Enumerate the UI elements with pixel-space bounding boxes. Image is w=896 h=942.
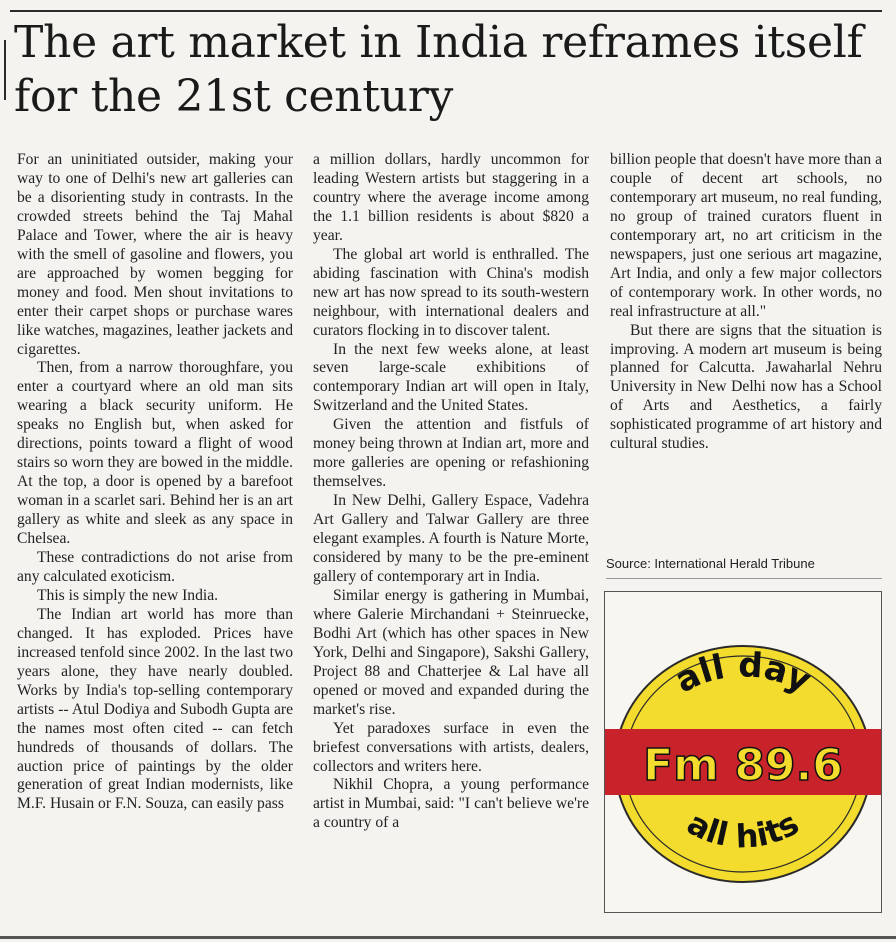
radio-logo — [605, 592, 881, 912]
column-1 — [17, 151, 293, 814]
logo-frequency: Fm 89.6 — [643, 740, 843, 791]
paragraph: Similar energy is gathering in Mumbai, where Galerie Mirchandani + Steinruecke, Bodhi Art (which has other spaces in New York, Delhi and Singapore), Sakshi Gallery, Project 88 and Chatterjee & Lal have all opened or moved and expanded during the market's rise. — [313, 586, 589, 718]
paragraph: This is simply the new India. — [37, 586, 219, 604]
paragraph: billion people that doesn't have more than a couple of decent art schools, no contemporary art museum, no real funding, no group of trained curators fluent in contemporary art, no art criticism in the newspapers, just one serious art magazine, Art India, and only a few major collectors of contemporary work. In other words, no real infrastructure at all." — [610, 151, 882, 320]
headline: The art market in India reframes itself for the 21st century — [14, 17, 863, 122]
radio-advertisement — [604, 591, 882, 913]
column-3 — [610, 151, 882, 454]
top-rule — [10, 10, 882, 12]
paragraph: These contradictions do not arise from any calculated exoticism. — [17, 549, 293, 585]
source-rule — [606, 578, 882, 579]
paragraph: a million dollars, hardly uncommon for leading Western artists but staggering in a country where the average income among the 1.1 billion residents is about $820 a year. — [313, 151, 589, 244]
paragraph: The global art world is enthralled. The abiding fascination with China's modish new art has now spread to its south-western neighbour, with international dealers and curators flocking in to discover talent. — [313, 245, 589, 339]
paragraph: The Indian art world has more than changed. It has exploded. Prices have increased tenfold since 2002. In the last two years alone, they have nearly doubled. Works by India's top-selling contemporary artists -- Atul Dodiya and Subodh Gupta are the names most often cited -- can fetch hundreds of thousands of dollars. The auction price of paintings by the older generation of great Indian modernists, like M.F. Husain or F.N. Souza, can easily pass — [17, 605, 293, 813]
logo-top-text: all day — [668, 645, 818, 702]
paragraph: Yet paradoxes surface in even the briefest conversations with artists, dealers, collectors and writers here. — [313, 719, 589, 775]
source-credit: Source: International Herald Tribune — [606, 556, 815, 571]
left-rule — [4, 40, 6, 100]
paragraph: In New Delhi, Gallery Espace, Vadehra Art Gallery and Talwar Gallery are three elegant examples. A fourth is Nature Morte, considered by many to be the pre-eminent gallery of contemporary art in India. — [313, 492, 589, 585]
logo-bottom-text: all hits — [680, 803, 806, 856]
paragraph: Given the attention and fistfuls of money being thrown at Indian art, more and more galleries are opening or refashioning themselves. — [313, 416, 589, 491]
paragraph: Then, from a narrow thoroughfare, you enter a courtyard where an old man sits wearing a black security uniform. He speaks no English but, when asked for directions, points toward a flight of wood stairs so worn they are bowed in the middle. At the top, a door is opened by a barefoot woman in a scarlet sari. Behind her is an art gallery as white and sleek as any space in Chelsea. — [17, 359, 293, 548]
paragraph: But there are signs that the situation is improving. A modern art museum is being planned for Calcutta. Jawaharlal Nehru University in New Delhi now has a School of Arts and Aesthetics, a fairly sophisticated programme of art history and cultural studies. — [610, 321, 882, 453]
column-2 — [313, 151, 589, 833]
bottom-rule — [0, 936, 896, 939]
paragraph: In the next few weeks alone, at least seven large-scale exhibitions of contemporary Indian art will open in Italy, Switzerland and the United States. — [313, 340, 589, 415]
paragraph: Nikhil Chopra, a young performance artist in Mumbai, said: "I can't believe we're a country of a — [313, 776, 589, 832]
paragraph: For an uninitiated outsider, making your way to one of Delhi's new art galleries can be a disorienting study in contrasts. In the crowded streets behind the Taj Mahal Palace and Tower, where the air is heavy with the smell of gasoline and flowers, you are approached by women begging for money and food. Men shout invitations to enter their carpet shops or purchase wares like watches, magazines, leather jackets and cigarettes. — [17, 151, 293, 358]
